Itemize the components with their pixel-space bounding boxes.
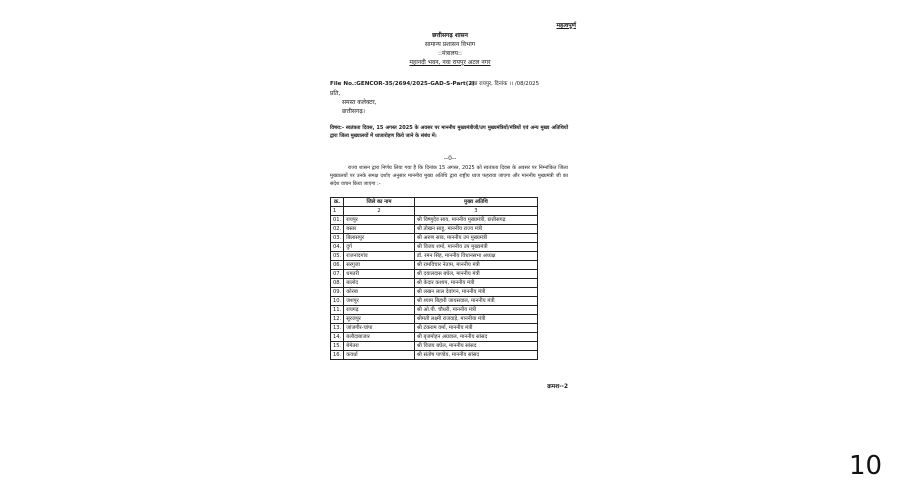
header-ministry: ::मंत्रालय::	[437, 50, 463, 57]
row-chief-guest: श्री विजय बघेल, माननीय सांसद	[414, 342, 537, 351]
row-serial: 12.	[331, 315, 344, 324]
row-chief-guest: श्री टंकराम वर्मा, माननीय मंत्री	[414, 324, 537, 333]
document-page	[318, 10, 582, 400]
table-header-row	[331, 198, 538, 207]
file-number: File No.:GENCOR-35/2694/2025-GAD-S-Part(2)	[330, 81, 475, 87]
row-serial: 15.	[331, 342, 344, 351]
table-row	[331, 333, 538, 342]
row-serial: 01.	[331, 216, 344, 225]
table-colnum-row	[331, 207, 538, 216]
table-row	[331, 270, 538, 279]
page-number: 10	[849, 451, 883, 481]
row-serial: 08.	[331, 279, 344, 288]
table-row	[331, 342, 538, 351]
row-chief-guest: डॉ. रमन सिंह, माननीय विधानसभा अध्यक्ष	[414, 252, 537, 261]
col-number: 2	[344, 207, 415, 216]
table-row	[331, 288, 538, 297]
row-serial: 06.	[331, 261, 344, 270]
row-serial: 13.	[331, 324, 344, 333]
row-serial: 09.	[331, 288, 344, 297]
row-district: रायपुर	[344, 216, 415, 225]
recipient-collectors: समस्त कलेक्टर,	[342, 99, 377, 106]
row-district: बलौदाबाजार	[344, 333, 415, 342]
row-chief-guest: श्री दयालदास बघेल, माननीय मंत्री	[414, 270, 537, 279]
row-district: रायगढ़	[344, 306, 415, 315]
row-serial: 02.	[331, 225, 344, 234]
row-district: बेमेतरा	[344, 342, 415, 351]
col-number: 1	[331, 207, 344, 216]
row-district: राजनांदगांव	[344, 252, 415, 261]
row-serial: 14.	[331, 333, 344, 342]
row-chief-guest: श्री रामविचार नेताम, माननीय मंत्री	[414, 261, 537, 270]
row-chief-guest: श्री श्याम बिहारी जायसवाल, माननीय मंत्री	[414, 297, 537, 306]
table-row	[331, 225, 538, 234]
row-serial: 05.	[331, 252, 344, 261]
place-date: नवा रायपुर, दिनांक ।। /08/2025	[470, 81, 540, 87]
table-row	[331, 351, 538, 360]
row-district: बालोद	[344, 279, 415, 288]
row-district: बिलासपुर	[344, 234, 415, 243]
header-government: छत्तीसगढ़ शासन	[432, 32, 468, 39]
row-serial: 10.	[331, 297, 344, 306]
table-row	[331, 261, 538, 270]
table-row	[331, 315, 538, 324]
row-serial: 03.	[331, 234, 344, 243]
table-row	[331, 279, 538, 288]
row-chief-guest: श्री विजय शर्मा, माननीय उप मुख्यमंत्री	[414, 243, 537, 252]
row-district: जांजगीर-चांपा	[344, 324, 415, 333]
row-district: कोरबा	[344, 288, 415, 297]
row-district: कवर्धा	[344, 351, 415, 360]
row-chief-guest: श्री विष्णुदेव साय, माननीय मुख्यमंत्री, छत्तीसगढ़	[414, 216, 537, 225]
table-row	[331, 243, 538, 252]
importance-mark: महत्वपूर्ण	[556, 22, 576, 29]
row-chief-guest: श्री केदार कश्यप, माननीय मंत्री	[414, 279, 537, 288]
header-address: महानदी भवन, नवा रायपुर अटल नगर	[409, 59, 491, 66]
table-row	[331, 234, 538, 243]
row-serial: 11.	[331, 306, 344, 315]
row-chief-guest: श्री तोखन साहू, माननीय राज्य मंत्री	[414, 225, 537, 234]
salutation-prati: प्रति,	[330, 90, 341, 97]
col-header-serial: क्र.	[331, 198, 344, 207]
col-number: 3	[414, 207, 537, 216]
recipient-state: छत्तीसगढ़।	[342, 108, 365, 115]
body-paragraph: राज्य शासन द्वारा निर्णय लिया गया है कि दिनांक 15 अगस्त, 2025 को स्वतंत्रता दिवस के अवसर पर निम्नांकित जिला मुख्यालयों पर उनके समक्ष दर्शाए अनुसार माननीय मुख्य अतिथि द्वारा राष्ट्रीय ध्वज फहराया जाएगा और माननीय मुख्यमंत्री जी का संदेश वाचन किया जाएगा :-	[330, 165, 568, 187]
row-chief-guest: श्री ओ.पी. चौधरी, माननीय मंत्री	[414, 306, 537, 315]
table-row	[331, 297, 538, 306]
table-row	[331, 306, 538, 315]
separator: --0--	[443, 155, 457, 162]
col-header-district: जिले का नाम	[344, 198, 415, 207]
header-department: सामान्य प्रशासन विभाग	[424, 41, 476, 48]
row-chief-guest: श्री संतोष पाण्डेय, माननीय सांसद	[414, 351, 537, 360]
continued-mark: क्रमश--2	[547, 384, 568, 390]
row-district: जशपुर	[344, 297, 415, 306]
col-header-guest: मुख्य अतिथि	[414, 198, 537, 207]
row-district: सूरजपुर	[344, 315, 415, 324]
row-chief-guest: श्री लखन लाल देवांगन, माननीय मंत्री	[414, 288, 537, 297]
row-chief-guest: श्री अरुण साव, माननीय उप मुख्यमंत्री	[414, 234, 537, 243]
row-chief-guest: श्री बृजमोहन अग्रवाल, माननीय सांसद	[414, 333, 537, 342]
table-row	[331, 324, 538, 333]
row-district: सरगुजा	[344, 261, 415, 270]
row-serial: 16.	[331, 351, 344, 360]
subject-line: विषय:- स्वतंत्रता दिवस, 15 अगस्त 2025 के अवसर पर माननीय मुख्यमंत्रीजी/उप मुख्यमंत्रियों/मंत्रियों एवं अन्य मुख्य अतिथियों द्वारा जिला मुख्यालयों में ध्वजारोहण किये जाने के संबंध में।	[330, 125, 568, 139]
table-row	[331, 252, 538, 261]
row-serial: 04.	[331, 243, 344, 252]
table-row	[331, 216, 538, 225]
chief-guest-table	[330, 197, 538, 360]
row-district: दुर्ग	[344, 243, 415, 252]
row-chief-guest: श्रीमती लक्ष्मी राजवाड़े, माननीया मंत्री	[414, 315, 537, 324]
row-serial: 07.	[331, 270, 344, 279]
row-district: धमतरी	[344, 270, 415, 279]
row-district: बस्तर	[344, 225, 415, 234]
